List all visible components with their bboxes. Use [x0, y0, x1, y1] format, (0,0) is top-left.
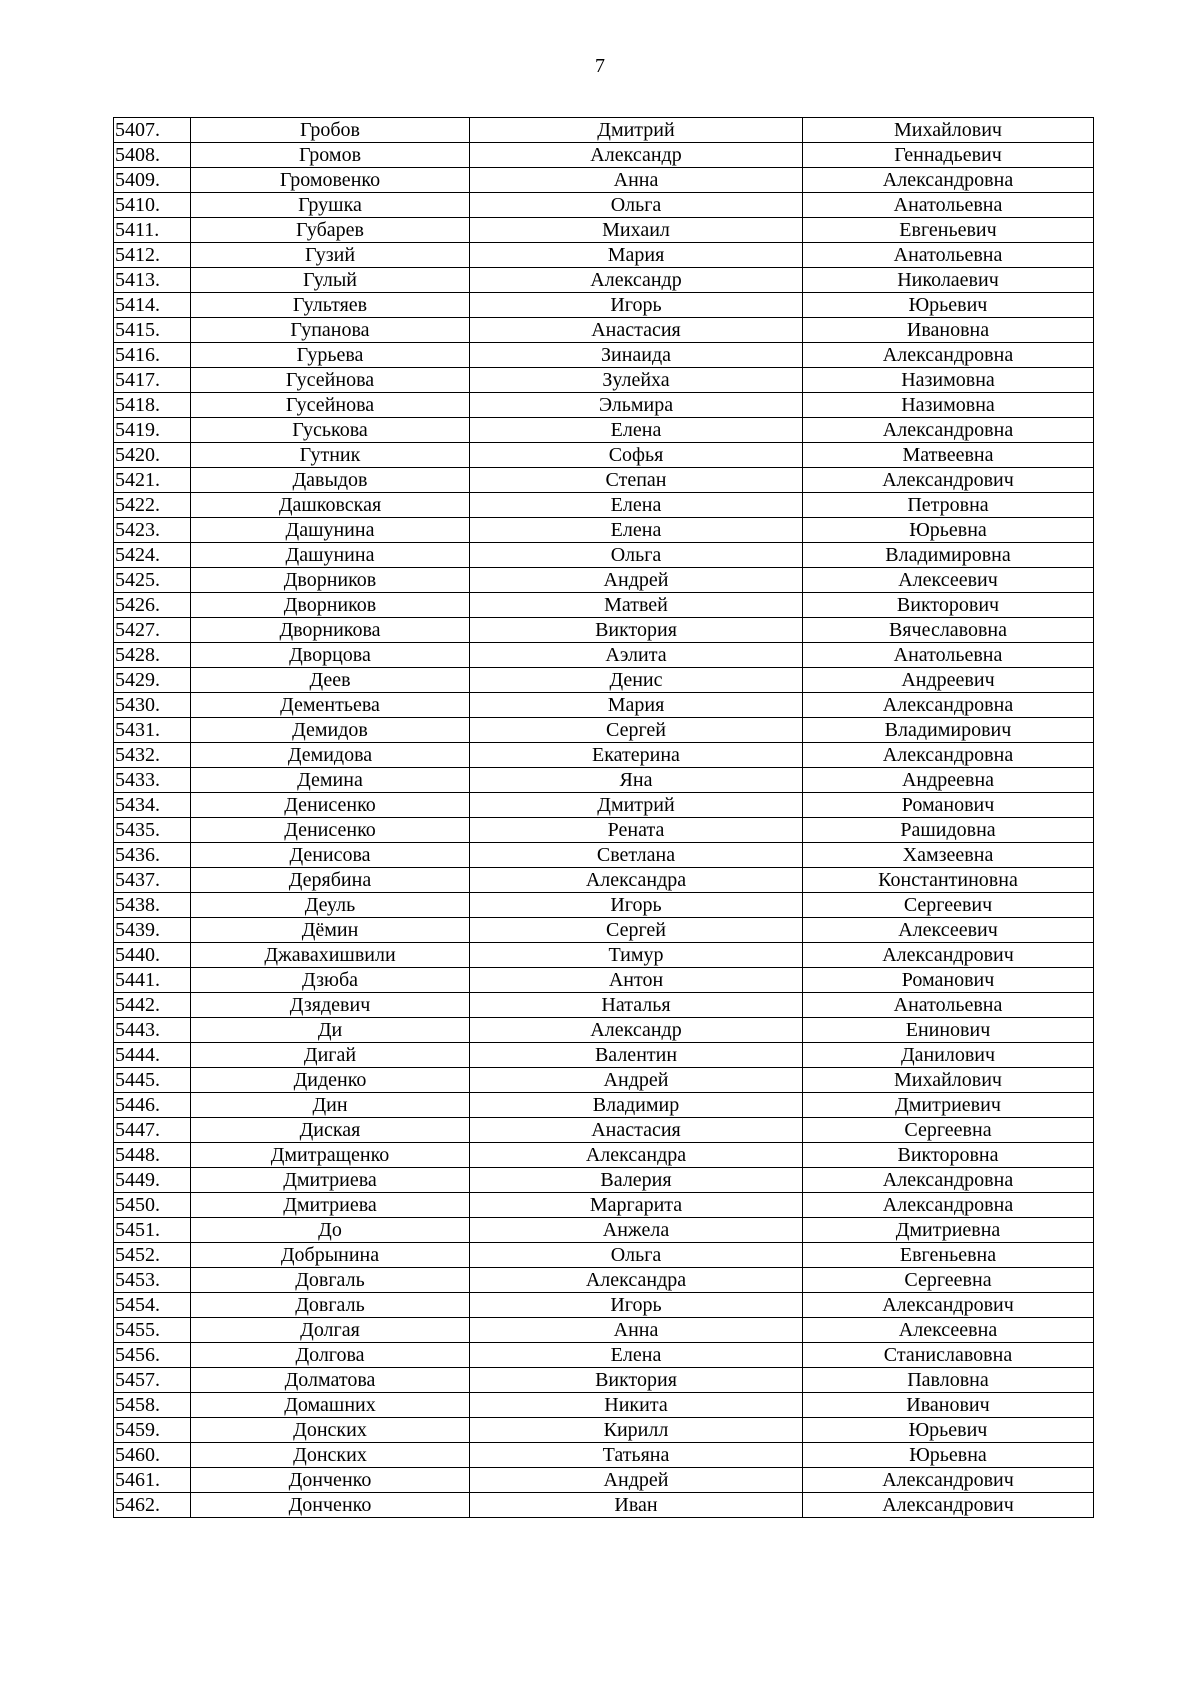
- table-row: [114, 1168, 1094, 1193]
- patronymic-cell: Енинович: [803, 1018, 1094, 1043]
- patronymic-cell: Анатольевна: [803, 993, 1094, 1018]
- table-row: [114, 943, 1094, 968]
- first-name-cell: Степан: [470, 468, 803, 493]
- row-number-cell: 5427.: [114, 618, 191, 643]
- table-row: [114, 168, 1094, 193]
- table-row: [114, 818, 1094, 843]
- row-number-cell: 5434.: [114, 793, 191, 818]
- first-name-cell: Елена: [470, 493, 803, 518]
- last-name-cell: Гутник: [191, 443, 470, 468]
- first-name-cell: Андрей: [470, 568, 803, 593]
- first-name-cell: Ольга: [470, 1243, 803, 1268]
- last-name-cell: Денисенко: [191, 793, 470, 818]
- first-name-cell: Владимир: [470, 1093, 803, 1118]
- last-name-cell: Диская: [191, 1118, 470, 1143]
- row-number-cell: 5430.: [114, 693, 191, 718]
- last-name-cell: Ди: [191, 1018, 470, 1043]
- last-name-cell: Джавахишвили: [191, 943, 470, 968]
- table-row: [114, 693, 1094, 718]
- table-row: [114, 1218, 1094, 1243]
- first-name-cell: Тимур: [470, 943, 803, 968]
- table-row: [114, 493, 1094, 518]
- last-name-cell: Домашних: [191, 1393, 470, 1418]
- patronymic-cell: Алексеевич: [803, 568, 1094, 593]
- first-name-cell: Светлана: [470, 843, 803, 868]
- patronymic-cell: Романович: [803, 968, 1094, 993]
- table-row: [114, 1118, 1094, 1143]
- table-row: [114, 868, 1094, 893]
- table-row: [114, 1318, 1094, 1343]
- row-number-cell: 5412.: [114, 243, 191, 268]
- first-name-cell: Александра: [470, 1143, 803, 1168]
- first-name-cell: Валерия: [470, 1168, 803, 1193]
- row-number-cell: 5407.: [114, 118, 191, 143]
- last-name-cell: Губарев: [191, 218, 470, 243]
- patronymic-cell: Николаевич: [803, 268, 1094, 293]
- row-number-cell: 5417.: [114, 368, 191, 393]
- patronymic-cell: Юрьевна: [803, 518, 1094, 543]
- first-name-cell: Рената: [470, 818, 803, 843]
- table-row: [114, 1343, 1094, 1368]
- patronymic-cell: Хамзеевна: [803, 843, 1094, 868]
- patronymic-cell: Алексеевна: [803, 1318, 1094, 1343]
- table-row: [114, 543, 1094, 568]
- table-row: [114, 993, 1094, 1018]
- first-name-cell: Валентин: [470, 1043, 803, 1068]
- last-name-cell: Дин: [191, 1093, 470, 1118]
- row-number-cell: 5421.: [114, 468, 191, 493]
- row-number-cell: 5437.: [114, 868, 191, 893]
- last-name-cell: Гусейнова: [191, 368, 470, 393]
- first-name-cell: Антон: [470, 968, 803, 993]
- row-number-cell: 5416.: [114, 343, 191, 368]
- last-name-cell: Деев: [191, 668, 470, 693]
- patronymic-cell: Станиславовна: [803, 1343, 1094, 1368]
- row-number-cell: 5447.: [114, 1118, 191, 1143]
- table-row: [114, 718, 1094, 743]
- first-name-cell: Кирилл: [470, 1418, 803, 1443]
- table-row: [114, 418, 1094, 443]
- table-row: [114, 343, 1094, 368]
- table-row: [114, 768, 1094, 793]
- table-row: [114, 1393, 1094, 1418]
- row-number-cell: 5436.: [114, 843, 191, 868]
- patronymic-cell: Юрьевна: [803, 1443, 1094, 1468]
- patronymic-cell: Александрович: [803, 1468, 1094, 1493]
- patronymic-cell: Назимовна: [803, 368, 1094, 393]
- last-name-cell: Дмитриева: [191, 1168, 470, 1193]
- table-row: [114, 1243, 1094, 1268]
- table-row: [114, 443, 1094, 468]
- table-row: [114, 568, 1094, 593]
- table-row: [114, 293, 1094, 318]
- last-name-cell: Гузий: [191, 243, 470, 268]
- row-number-cell: 5413.: [114, 268, 191, 293]
- last-name-cell: Донченко: [191, 1468, 470, 1493]
- patronymic-cell: Анатольевна: [803, 643, 1094, 668]
- patronymic-cell: Евгеньевич: [803, 218, 1094, 243]
- row-number-cell: 5426.: [114, 593, 191, 618]
- last-name-cell: Долматова: [191, 1368, 470, 1393]
- row-number-cell: 5456.: [114, 1343, 191, 1368]
- last-name-cell: Громовенко: [191, 168, 470, 193]
- first-name-cell: Яна: [470, 768, 803, 793]
- last-name-cell: Демидова: [191, 743, 470, 768]
- table-row: [114, 668, 1094, 693]
- patronymic-cell: Геннадьевич: [803, 143, 1094, 168]
- last-name-cell: Дементьева: [191, 693, 470, 718]
- patronymic-cell: Викторович: [803, 593, 1094, 618]
- patronymic-cell: Александровна: [803, 1168, 1094, 1193]
- table-row: [114, 518, 1094, 543]
- last-name-cell: Довгаль: [191, 1268, 470, 1293]
- row-number-cell: 5435.: [114, 818, 191, 843]
- patronymic-cell: Сергеевна: [803, 1118, 1094, 1143]
- patronymic-cell: Юрьевич: [803, 293, 1094, 318]
- last-name-cell: Дашунина: [191, 543, 470, 568]
- first-name-cell: Никита: [470, 1393, 803, 1418]
- last-name-cell: Дворников: [191, 568, 470, 593]
- first-name-cell: Денис: [470, 668, 803, 693]
- row-number-cell: 5452.: [114, 1243, 191, 1268]
- last-name-cell: Донских: [191, 1443, 470, 1468]
- table-row: [114, 318, 1094, 343]
- first-name-cell: Михаил: [470, 218, 803, 243]
- row-number-cell: 5418.: [114, 393, 191, 418]
- table-row: [114, 1493, 1094, 1518]
- table-row: [114, 118, 1094, 143]
- table-row: [114, 218, 1094, 243]
- last-name-cell: Демидов: [191, 718, 470, 743]
- name-list-body: [114, 118, 1094, 1518]
- patronymic-cell: Иванович: [803, 1393, 1094, 1418]
- first-name-cell: Андрей: [470, 1068, 803, 1093]
- patronymic-cell: Юрьевич: [803, 1418, 1094, 1443]
- first-name-cell: Елена: [470, 418, 803, 443]
- first-name-cell: Анастасия: [470, 318, 803, 343]
- table-row: [114, 593, 1094, 618]
- first-name-cell: Игорь: [470, 893, 803, 918]
- name-list-table: [113, 117, 1094, 1518]
- first-name-cell: Эльмира: [470, 393, 803, 418]
- patronymic-cell: Анатольевна: [803, 193, 1094, 218]
- row-number-cell: 5410.: [114, 193, 191, 218]
- first-name-cell: Софья: [470, 443, 803, 468]
- table-row: [114, 1268, 1094, 1293]
- row-number-cell: 5444.: [114, 1043, 191, 1068]
- row-number-cell: 5431.: [114, 718, 191, 743]
- row-number-cell: 5432.: [114, 743, 191, 768]
- patronymic-cell: Анатольевна: [803, 243, 1094, 268]
- row-number-cell: 5459.: [114, 1418, 191, 1443]
- last-name-cell: Дворников: [191, 593, 470, 618]
- patronymic-cell: Александровна: [803, 743, 1094, 768]
- last-name-cell: Донченко: [191, 1493, 470, 1518]
- table-row: [114, 793, 1094, 818]
- row-number-cell: 5425.: [114, 568, 191, 593]
- first-name-cell: Ольга: [470, 193, 803, 218]
- first-name-cell: Ольга: [470, 543, 803, 568]
- row-number-cell: 5428.: [114, 643, 191, 668]
- row-number-cell: 5420.: [114, 443, 191, 468]
- row-number-cell: 5454.: [114, 1293, 191, 1318]
- row-number-cell: 5442.: [114, 993, 191, 1018]
- row-number-cell: 5453.: [114, 1268, 191, 1293]
- row-number-cell: 5462.: [114, 1493, 191, 1518]
- last-name-cell: Донских: [191, 1418, 470, 1443]
- last-name-cell: Дворникова: [191, 618, 470, 643]
- table-row: [114, 1018, 1094, 1043]
- patronymic-cell: Александровна: [803, 418, 1094, 443]
- table-row: [114, 393, 1094, 418]
- patronymic-cell: Александровна: [803, 1193, 1094, 1218]
- row-number-cell: 5438.: [114, 893, 191, 918]
- last-name-cell: Гулый: [191, 268, 470, 293]
- table-row: [114, 618, 1094, 643]
- table-row: [114, 468, 1094, 493]
- first-name-cell: Анжела: [470, 1218, 803, 1243]
- row-number-cell: 5443.: [114, 1018, 191, 1043]
- row-number-cell: 5409.: [114, 168, 191, 193]
- patronymic-cell: Александровна: [803, 168, 1094, 193]
- last-name-cell: Дашковская: [191, 493, 470, 518]
- table-row: [114, 893, 1094, 918]
- row-number-cell: 5445.: [114, 1068, 191, 1093]
- last-name-cell: Дигай: [191, 1043, 470, 1068]
- first-name-cell: Виктория: [470, 1368, 803, 1393]
- last-name-cell: Громов: [191, 143, 470, 168]
- patronymic-cell: Александрович: [803, 1493, 1094, 1518]
- patronymic-cell: Евгеньевна: [803, 1243, 1094, 1268]
- last-name-cell: Денисова: [191, 843, 470, 868]
- first-name-cell: Екатерина: [470, 743, 803, 768]
- row-number-cell: 5408.: [114, 143, 191, 168]
- last-name-cell: Добрынина: [191, 1243, 470, 1268]
- row-number-cell: 5450.: [114, 1193, 191, 1218]
- row-number-cell: 5457.: [114, 1368, 191, 1393]
- table-row: [114, 1143, 1094, 1168]
- patronymic-cell: Матвеевна: [803, 443, 1094, 468]
- patronymic-cell: Романович: [803, 793, 1094, 818]
- patronymic-cell: Дмитриевна: [803, 1218, 1094, 1243]
- last-name-cell: Довгаль: [191, 1293, 470, 1318]
- last-name-cell: Грушка: [191, 193, 470, 218]
- first-name-cell: Аэлита: [470, 643, 803, 668]
- first-name-cell: Александр: [470, 143, 803, 168]
- table-row: [114, 643, 1094, 668]
- first-name-cell: Анна: [470, 168, 803, 193]
- table-row: [114, 368, 1094, 393]
- last-name-cell: Деуль: [191, 893, 470, 918]
- patronymic-cell: Петровна: [803, 493, 1094, 518]
- row-number-cell: 5429.: [114, 668, 191, 693]
- patronymic-cell: Рашидовна: [803, 818, 1094, 843]
- table-row: [114, 1418, 1094, 1443]
- row-number-cell: 5451.: [114, 1218, 191, 1243]
- row-number-cell: 5439.: [114, 918, 191, 943]
- row-number-cell: 5446.: [114, 1093, 191, 1118]
- last-name-cell: Дёмин: [191, 918, 470, 943]
- last-name-cell: Гуськова: [191, 418, 470, 443]
- patronymic-cell: Александровна: [803, 343, 1094, 368]
- table-row: [114, 243, 1094, 268]
- page-number: 7: [595, 55, 605, 77]
- first-name-cell: Андрей: [470, 1468, 803, 1493]
- first-name-cell: Александра: [470, 1268, 803, 1293]
- patronymic-cell: Андреевна: [803, 768, 1094, 793]
- first-name-cell: Зулейха: [470, 368, 803, 393]
- patronymic-cell: Вячеславовна: [803, 618, 1094, 643]
- row-number-cell: 5423.: [114, 518, 191, 543]
- patronymic-cell: Владимировна: [803, 543, 1094, 568]
- first-name-cell: Зинаида: [470, 343, 803, 368]
- last-name-cell: До: [191, 1218, 470, 1243]
- table-row: [114, 143, 1094, 168]
- patronymic-cell: Андреевич: [803, 668, 1094, 693]
- table-row: [114, 1293, 1094, 1318]
- patronymic-cell: Назимовна: [803, 393, 1094, 418]
- table-row: [114, 1068, 1094, 1093]
- patronymic-cell: Михайлович: [803, 1068, 1094, 1093]
- table-row: [114, 1443, 1094, 1468]
- last-name-cell: Дворцова: [191, 643, 470, 668]
- last-name-cell: Дмитриева: [191, 1193, 470, 1218]
- patronymic-cell: Викторовна: [803, 1143, 1094, 1168]
- first-name-cell: Мария: [470, 693, 803, 718]
- row-number-cell: 5411.: [114, 218, 191, 243]
- first-name-cell: Александр: [470, 268, 803, 293]
- table-row: [114, 1368, 1094, 1393]
- row-number-cell: 5448.: [114, 1143, 191, 1168]
- row-number-cell: 5460.: [114, 1443, 191, 1468]
- last-name-cell: Гурьева: [191, 343, 470, 368]
- patronymic-cell: Александровна: [803, 693, 1094, 718]
- table-row: [114, 743, 1094, 768]
- row-number-cell: 5424.: [114, 543, 191, 568]
- first-name-cell: Елена: [470, 1343, 803, 1368]
- patronymic-cell: Михайлович: [803, 118, 1094, 143]
- table-row: [114, 1193, 1094, 1218]
- patronymic-cell: Сергеевич: [803, 893, 1094, 918]
- patronymic-cell: Александрович: [803, 468, 1094, 493]
- row-number-cell: 5458.: [114, 1393, 191, 1418]
- patronymic-cell: Константиновна: [803, 868, 1094, 893]
- table-row: [114, 1093, 1094, 1118]
- last-name-cell: Гробов: [191, 118, 470, 143]
- row-number-cell: 5441.: [114, 968, 191, 993]
- first-name-cell: Иван: [470, 1493, 803, 1518]
- patronymic-cell: Павловна: [803, 1368, 1094, 1393]
- patronymic-cell: Ивановна: [803, 318, 1094, 343]
- last-name-cell: Долгая: [191, 1318, 470, 1343]
- patronymic-cell: Владимирович: [803, 718, 1094, 743]
- first-name-cell: Елена: [470, 518, 803, 543]
- first-name-cell: Татьяна: [470, 1443, 803, 1468]
- first-name-cell: Сергей: [470, 718, 803, 743]
- first-name-cell: Мария: [470, 243, 803, 268]
- table-row: [114, 1468, 1094, 1493]
- last-name-cell: Денисенко: [191, 818, 470, 843]
- first-name-cell: Наталья: [470, 993, 803, 1018]
- row-number-cell: 5449.: [114, 1168, 191, 1193]
- last-name-cell: Дзядевич: [191, 993, 470, 1018]
- table-row: [114, 193, 1094, 218]
- row-number-cell: 5415.: [114, 318, 191, 343]
- first-name-cell: Сергей: [470, 918, 803, 943]
- first-name-cell: Виктория: [470, 618, 803, 643]
- first-name-cell: Александра: [470, 868, 803, 893]
- row-number-cell: 5461.: [114, 1468, 191, 1493]
- last-name-cell: Гультяев: [191, 293, 470, 318]
- table-row: [114, 968, 1094, 993]
- patronymic-cell: Данилович: [803, 1043, 1094, 1068]
- row-number-cell: 5440.: [114, 943, 191, 968]
- table-row: [114, 268, 1094, 293]
- first-name-cell: Матвей: [470, 593, 803, 618]
- last-name-cell: Гусейнова: [191, 393, 470, 418]
- patronymic-cell: Дмитриевич: [803, 1093, 1094, 1118]
- first-name-cell: Игорь: [470, 293, 803, 318]
- first-name-cell: Александр: [470, 1018, 803, 1043]
- row-number-cell: 5433.: [114, 768, 191, 793]
- first-name-cell: Игорь: [470, 1293, 803, 1318]
- last-name-cell: Демина: [191, 768, 470, 793]
- row-number-cell: 5414.: [114, 293, 191, 318]
- first-name-cell: Анна: [470, 1318, 803, 1343]
- last-name-cell: Долгова: [191, 1343, 470, 1368]
- last-name-cell: Диденко: [191, 1068, 470, 1093]
- table-row: [114, 918, 1094, 943]
- table-row: [114, 1043, 1094, 1068]
- last-name-cell: Дерябина: [191, 868, 470, 893]
- first-name-cell: Дмитрий: [470, 118, 803, 143]
- last-name-cell: Дмитращенко: [191, 1143, 470, 1168]
- patronymic-cell: Сергеевна: [803, 1268, 1094, 1293]
- first-name-cell: Маргарита: [470, 1193, 803, 1218]
- row-number-cell: 5422.: [114, 493, 191, 518]
- row-number-cell: 5455.: [114, 1318, 191, 1343]
- last-name-cell: Гупанова: [191, 318, 470, 343]
- last-name-cell: Дашунина: [191, 518, 470, 543]
- table-row: [114, 843, 1094, 868]
- patronymic-cell: Алексеевич: [803, 918, 1094, 943]
- patronymic-cell: Александрович: [803, 1293, 1094, 1318]
- first-name-cell: Дмитрий: [470, 793, 803, 818]
- row-number-cell: 5419.: [114, 418, 191, 443]
- patronymic-cell: Александрович: [803, 943, 1094, 968]
- last-name-cell: Дзюба: [191, 968, 470, 993]
- last-name-cell: Давыдов: [191, 468, 470, 493]
- first-name-cell: Анастасия: [470, 1118, 803, 1143]
